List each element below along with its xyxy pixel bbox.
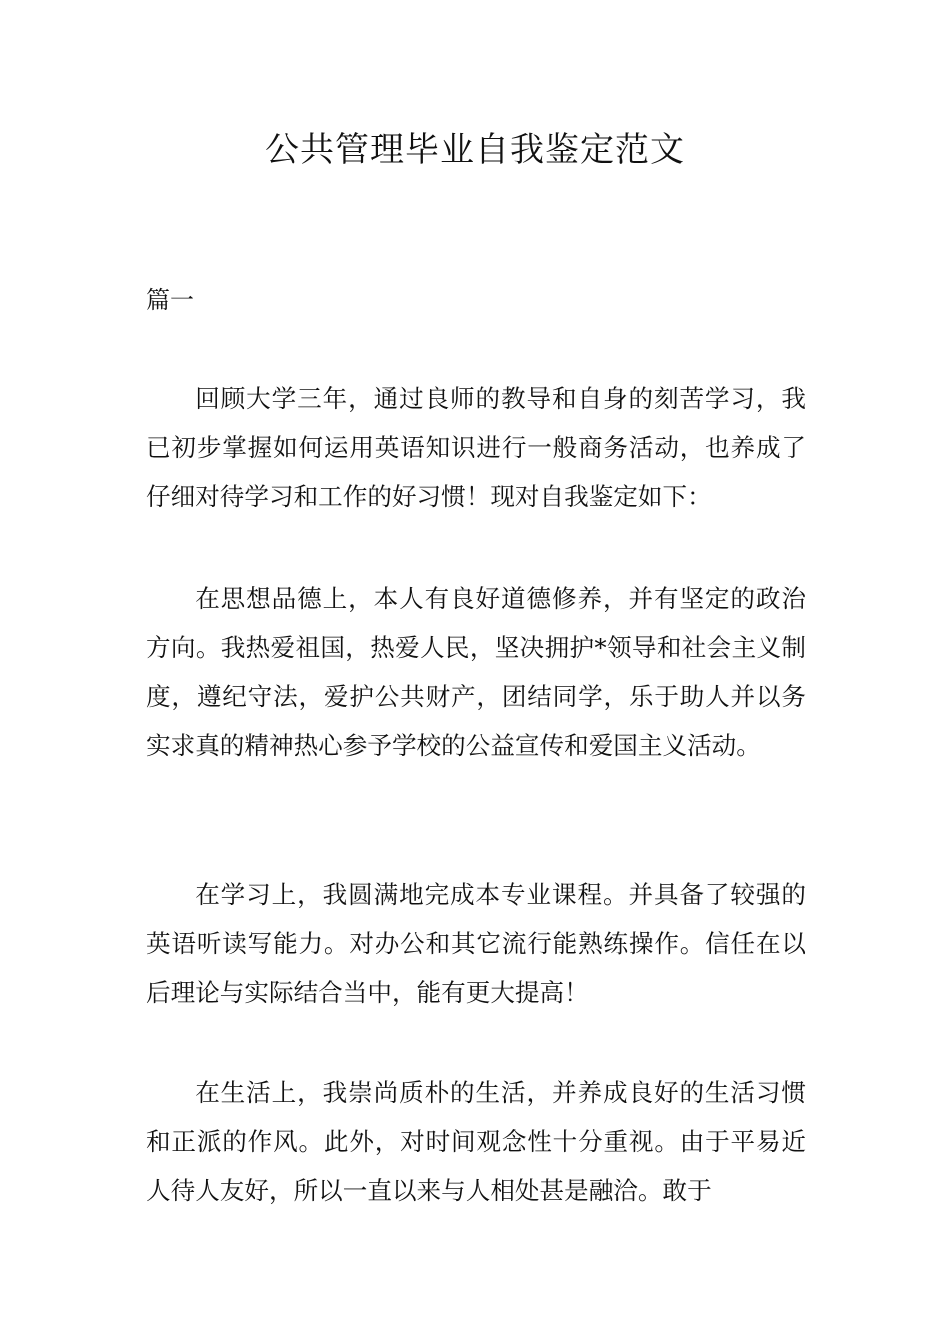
paragraph-life: 在生活上，我崇尚质朴的生活，并养成良好的生活习惯和正派的作风。此外，对时间观念性十分重视。由于平易近人待人友好，所以一直以来与人相处甚是融洽。敢于 <box>146 1078 806 1205</box>
paragraph-study: 在学习上，我圆满地完成本专业课程。并具备了较强的英语听读写能力。对办公和其它流行能熟练操作。信任在以后理论与实际结合当中，能有更大提高！ <box>146 880 806 1007</box>
section-label: 篇一 <box>146 286 194 314</box>
paragraph-moral: 在思想品德上，本人有良好道德修养，并有坚定的政治方向。我热爱祖国，热爱人民，坚决拥护*领导和社会主义制度，遵纪守法，爱护公共财产，团结同学，乐于助人并以务实求真的精神热心参予学校的公益宣传和爱国主义活动。 <box>146 584 806 760</box>
paragraph-intro: 回顾大学三年，通过良师的教导和自身的刻苦学习，我已初步掌握如何运用英语知识进行一般商务活动，也养成了仔细对待学习和工作的好习惯！现对自我鉴定如下： <box>146 384 806 511</box>
document-title: 公共管理毕业自我鉴定范文 <box>265 130 685 170</box>
